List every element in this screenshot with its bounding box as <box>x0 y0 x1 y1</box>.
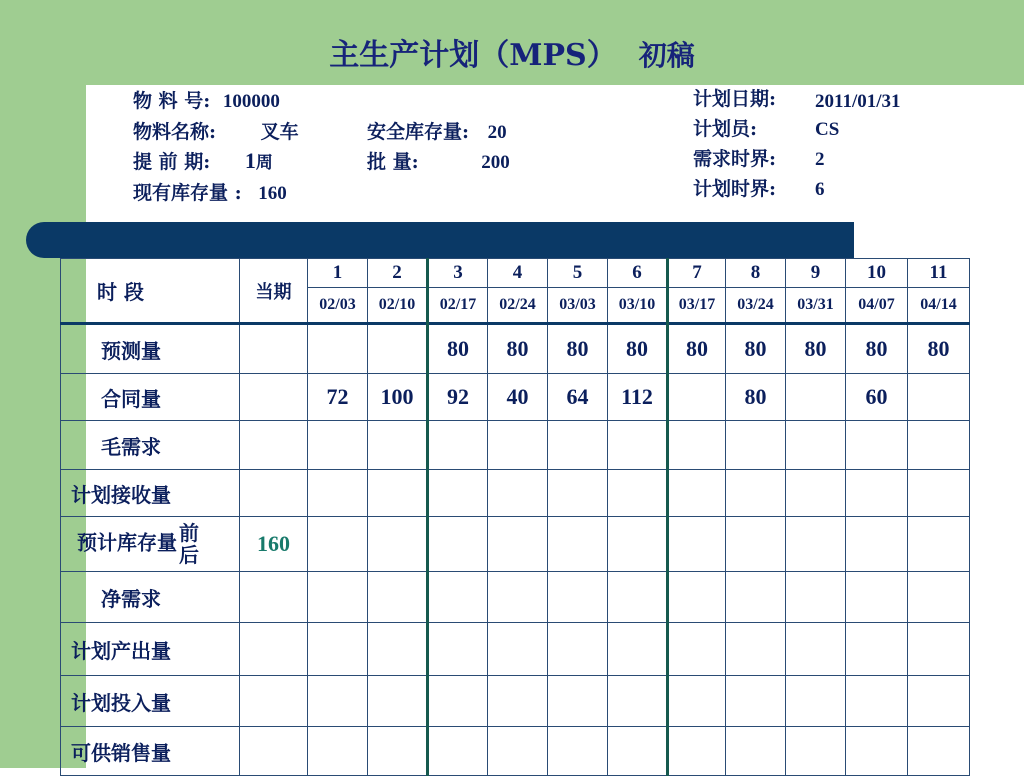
current-period-cell <box>240 421 308 470</box>
table-row <box>61 470 970 517</box>
demand-fence-label: 需求时界: <box>693 148 777 170</box>
period-date: 04/07 <box>846 288 908 324</box>
current-period-cell: 160 <box>240 517 308 572</box>
row-label: 合同量 <box>61 374 240 421</box>
table-cell: 100 <box>368 374 428 421</box>
table-cell <box>908 572 970 623</box>
table-cell <box>668 676 726 727</box>
current-period-cell <box>240 676 308 727</box>
table-cell: 40 <box>488 374 548 421</box>
table-row <box>61 374 970 421</box>
table-cell <box>488 676 548 727</box>
table-cell <box>786 470 846 517</box>
period-number: 2 <box>368 259 428 288</box>
material-no-row <box>133 86 280 113</box>
material-name-value: 叉车 <box>260 121 299 143</box>
table-cell <box>308 727 368 776</box>
table-cell: 80 <box>908 324 970 374</box>
table-row <box>61 623 970 676</box>
planning-fence-value: 6 <box>815 179 825 200</box>
period-date: 03/31 <box>786 288 846 324</box>
table-cell <box>608 572 668 623</box>
table-cell <box>908 470 970 517</box>
period-number: 3 <box>428 259 488 288</box>
period-number: 4 <box>488 259 548 288</box>
table-cell <box>908 517 970 572</box>
table-cell: 80 <box>428 324 488 374</box>
table-cell <box>786 517 846 572</box>
period-date: 02/24 <box>488 288 548 324</box>
table-cell <box>368 727 428 776</box>
table-cell <box>548 470 608 517</box>
period-date: 04/14 <box>908 288 970 324</box>
table-cell <box>548 517 608 572</box>
table-cell <box>608 623 668 676</box>
table-cell <box>726 676 786 727</box>
table-cell <box>668 421 726 470</box>
table-cell <box>908 676 970 727</box>
current-header: 当期 <box>240 259 308 324</box>
safety-stock-label: 安全库存量: <box>367 121 470 143</box>
table-cell <box>368 421 428 470</box>
table-cell <box>428 623 488 676</box>
period-number: 1 <box>308 259 368 288</box>
table-cell: 80 <box>726 374 786 421</box>
table-cell <box>488 623 548 676</box>
table-cell: 80 <box>668 324 726 374</box>
table-cell <box>428 517 488 572</box>
period-number: 10 <box>846 259 908 288</box>
period-number: 6 <box>608 259 668 288</box>
table-cell <box>668 517 726 572</box>
table-cell <box>608 676 668 727</box>
period-number: 7 <box>668 259 726 288</box>
table-cell <box>428 470 488 517</box>
period-number: 9 <box>786 259 846 288</box>
table-cell <box>608 470 668 517</box>
header-divider-bar <box>26 222 854 258</box>
table-cell: 64 <box>548 374 608 421</box>
period-date: 03/10 <box>608 288 668 324</box>
row-label: 计划接收量 <box>61 470 240 517</box>
plan-date-value: 2011/01/31 <box>815 91 901 112</box>
table-cell <box>908 374 970 421</box>
on-hand-label: 现有库存量 : <box>133 182 242 204</box>
table-cell <box>428 727 488 776</box>
table-cell <box>368 324 428 374</box>
table-cell <box>308 623 368 676</box>
table-row <box>61 517 970 572</box>
table-cell <box>488 470 548 517</box>
table-cell <box>548 727 608 776</box>
table-cell <box>786 727 846 776</box>
table-cell <box>368 676 428 727</box>
table-cell <box>488 727 548 776</box>
table-cell <box>308 676 368 727</box>
table-cell <box>668 572 726 623</box>
table-cell <box>908 421 970 470</box>
table-cell: 80 <box>488 324 548 374</box>
table-cell: 80 <box>786 324 846 374</box>
table-cell <box>786 572 846 623</box>
table-cell: 92 <box>428 374 488 421</box>
period-number: 5 <box>548 259 608 288</box>
period-date: 03/24 <box>726 288 786 324</box>
table-cell: 80 <box>548 324 608 374</box>
table-cell <box>846 421 908 470</box>
table-cell <box>786 374 846 421</box>
table-cell <box>608 517 668 572</box>
table-cell <box>608 421 668 470</box>
period-header: 时 段 <box>61 259 240 324</box>
on-hand-row <box>133 178 287 205</box>
safety-stock-value: 20 <box>487 122 507 143</box>
current-period-cell <box>240 572 308 623</box>
period-number-row <box>61 259 970 288</box>
row-label: 预计库存量 前 后 <box>61 517 240 572</box>
table-cell <box>488 572 548 623</box>
table-cell <box>428 572 488 623</box>
table-cell <box>726 517 786 572</box>
period-number: 11 <box>908 259 970 288</box>
table-cell <box>428 676 488 727</box>
table-cell: 80 <box>608 324 668 374</box>
row-label: 毛需求 <box>61 421 240 470</box>
plan-date-label: 计划日期: <box>693 88 777 110</box>
table-cell <box>846 572 908 623</box>
material-no-value: 100000 <box>222 91 280 112</box>
material-no-label: 物 料 号: <box>133 90 211 112</box>
table-cell <box>908 727 970 776</box>
planner-label: 计划员: <box>693 118 758 140</box>
period-date: 03/17 <box>668 288 726 324</box>
title-status: 初稿 <box>638 39 695 72</box>
lead-time-row <box>133 147 273 174</box>
table-cell <box>726 470 786 517</box>
sub-label-before: 前 <box>179 521 199 545</box>
page-title <box>0 30 1024 74</box>
current-period-cell <box>240 623 308 676</box>
row-label: 净需求 <box>61 572 240 623</box>
title-main: 主生产计划（MPS） <box>329 38 617 73</box>
table-cell <box>548 421 608 470</box>
current-period-cell <box>240 470 308 517</box>
table-cell: 112 <box>608 374 668 421</box>
table-cell <box>308 572 368 623</box>
table-cell <box>308 517 368 572</box>
table-cell: 60 <box>846 374 908 421</box>
table-cell <box>368 470 428 517</box>
table-cell <box>368 623 428 676</box>
table-row <box>61 676 970 727</box>
table-cell <box>548 623 608 676</box>
row-label: 计划产出量 <box>61 623 240 676</box>
planner-value: CS <box>815 119 840 140</box>
table-cell <box>668 374 726 421</box>
table-row <box>61 421 970 470</box>
planning-fence-label: 计划时界: <box>693 178 777 200</box>
on-hand-value: 160 <box>258 183 287 204</box>
table-row <box>61 324 970 374</box>
table-cell: 80 <box>726 324 786 374</box>
table-cell: 72 <box>308 374 368 421</box>
lead-time-unit: 周 <box>255 153 273 173</box>
demand-fence-value: 2 <box>815 149 825 170</box>
material-name-row <box>133 117 299 144</box>
table-cell <box>368 572 428 623</box>
sub-label-after: 后 <box>179 543 199 567</box>
table-cell <box>846 517 908 572</box>
period-date: 02/17 <box>428 288 488 324</box>
lead-time-label: 提 前 期: <box>133 151 211 173</box>
row-label: 预测量 <box>61 324 240 374</box>
period-number: 8 <box>726 259 786 288</box>
period-date: 02/10 <box>368 288 428 324</box>
material-name-label: 物料名称: <box>133 121 217 143</box>
table-cell <box>846 727 908 776</box>
table-cell <box>668 727 726 776</box>
table-cell <box>308 470 368 517</box>
row-label: 计划投入量 <box>61 676 240 727</box>
table-row <box>61 727 970 776</box>
current-period-cell <box>240 727 308 776</box>
table-cell <box>488 421 548 470</box>
table-cell <box>726 572 786 623</box>
table-cell <box>428 421 488 470</box>
table-cell: 80 <box>846 324 908 374</box>
period-date: 03/03 <box>548 288 608 324</box>
table-cell <box>548 676 608 727</box>
table-cell <box>846 470 908 517</box>
current-period-cell <box>240 324 308 374</box>
table-cell <box>488 517 548 572</box>
table-cell <box>668 470 726 517</box>
lot-size-label: 批 量: <box>367 151 419 173</box>
table-cell <box>908 623 970 676</box>
table-cell <box>786 623 846 676</box>
mps-table <box>60 258 970 776</box>
lot-size-row <box>367 147 510 174</box>
table-cell <box>726 421 786 470</box>
table-cell <box>668 623 726 676</box>
table-cell <box>548 572 608 623</box>
lot-size-value: 200 <box>481 152 510 173</box>
table-cell <box>726 623 786 676</box>
table-cell <box>368 517 428 572</box>
table-row <box>61 572 970 623</box>
table-cell <box>786 421 846 470</box>
table-cell <box>308 421 368 470</box>
lead-time-value: 1 <box>244 148 256 173</box>
table-cell <box>608 727 668 776</box>
table-cell <box>308 324 368 374</box>
row-label: 可供销售量 <box>61 727 240 776</box>
safety-stock-row <box>367 117 507 144</box>
table-cell <box>726 727 786 776</box>
current-period-cell <box>240 374 308 421</box>
table-cell <box>846 623 908 676</box>
table-cell <box>846 676 908 727</box>
period-date: 02/03 <box>308 288 368 324</box>
table-cell <box>786 676 846 727</box>
